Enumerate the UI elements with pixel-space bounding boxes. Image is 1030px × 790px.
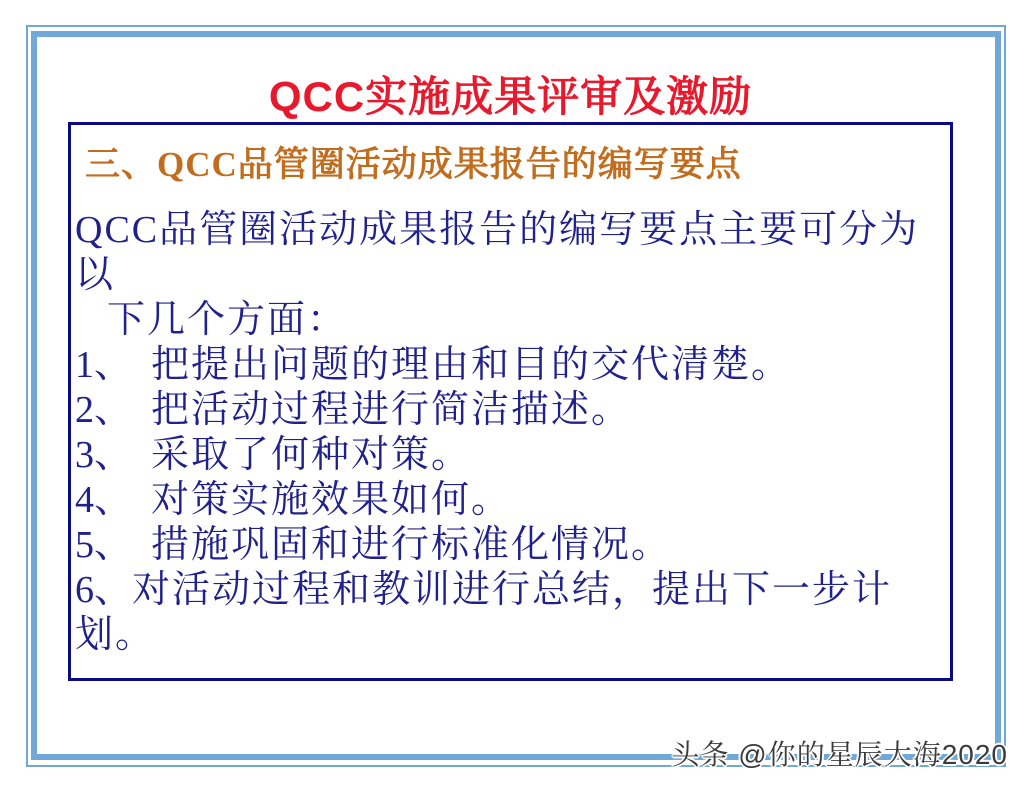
item-number: 5、 [75,524,133,566]
item-number: 6、 [75,569,133,611]
content-box [68,122,953,681]
list-item-3 [75,433,950,478]
list-item-1 [75,343,950,388]
item-text: 对活动过程和教训进行总结，提出下一步计划。 [75,569,893,656]
list-item-6 [75,568,950,658]
list-item-4 [75,478,950,523]
item-text: 采取了何种对策。 [151,434,472,476]
section-heading: 三、QCC品管圈活动成果报告的编写要点 [85,145,742,184]
item-text: 把提出问题的理由和目的交代清楚。 [151,344,792,386]
item-text: 对策实施效果如何。 [151,479,512,521]
item-text: 把活动过程进行简洁描述。 [151,389,632,431]
item-number: 4、 [75,479,133,521]
list-item-2 [75,388,950,433]
watermark: 头条 @你的星辰大海2020 [671,739,1008,770]
intro-line-2: 下几个方面： [107,299,348,341]
item-number: 2、 [75,389,133,431]
item-text: 措施巩固和进行标准化情况。 [151,524,672,566]
intro-line-1: QCC品管圈活动成果报告的编写要点主要可分为以 [75,209,920,296]
item-number: 1、 [75,344,133,386]
slide-title: QCC实施成果评审及激励 [268,73,753,120]
body-text [71,208,950,658]
item-number: 3、 [75,434,133,476]
list-item-5 [75,523,950,568]
